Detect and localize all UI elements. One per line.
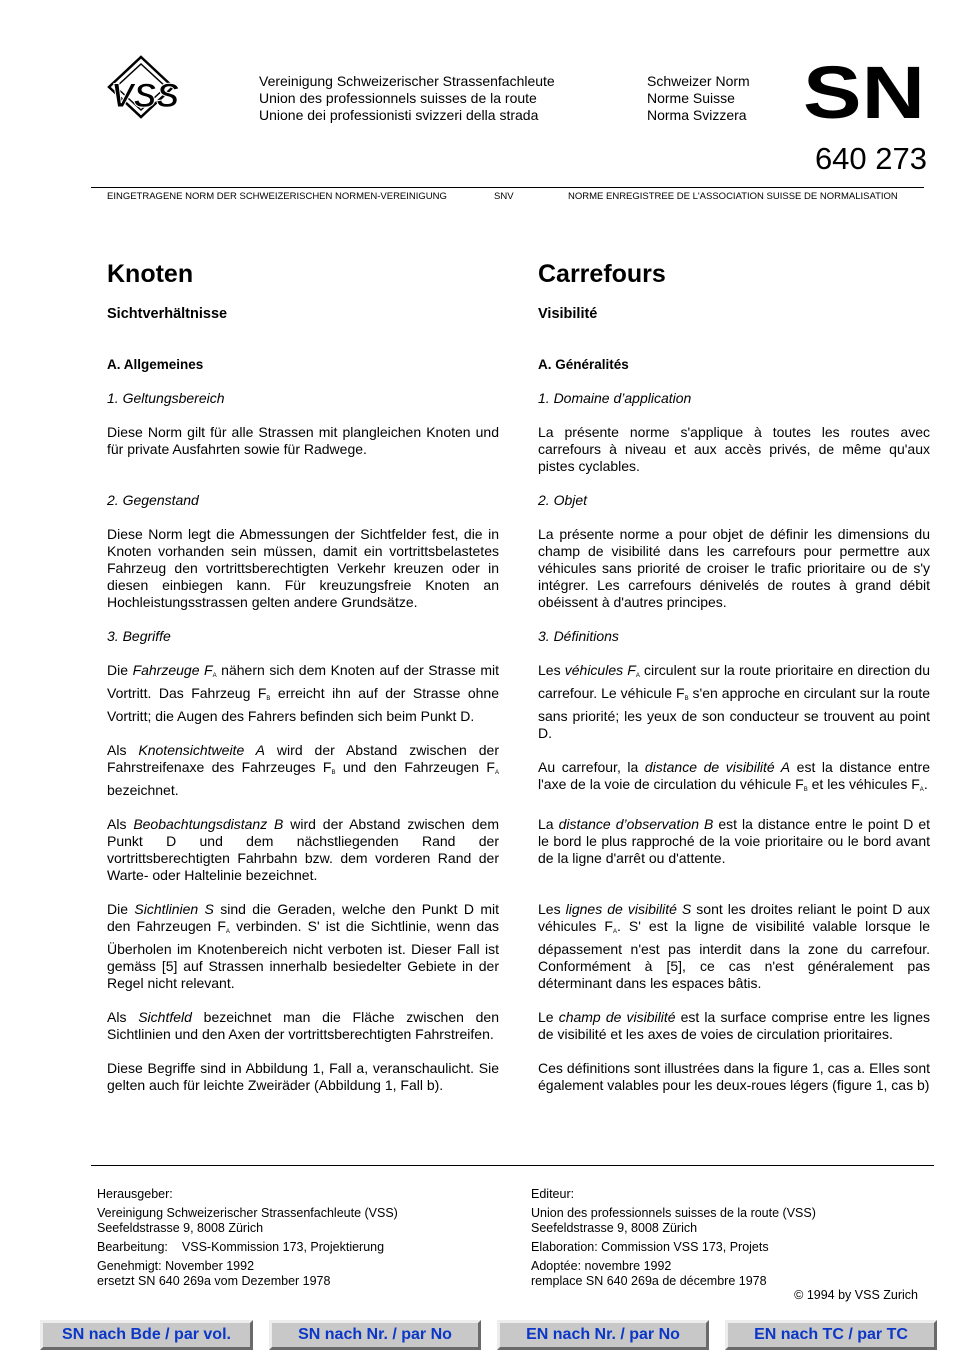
org-de: Vereinigung Schweizerischer Strassenfachleute [259,73,555,89]
def-distance-a-de: Als Knotensichtweite A wird der Abstand zwischen der Fahrstreifenaxe des Fahrzeuges $F_B$ und den Fahrzeugen $F_A$ bezeichnet. [107,742,499,798]
s3-head-de: 3. Begriffe [107,628,171,644]
norm-de: Schweizer Norm [647,73,750,89]
title-de: Knoten [107,260,194,288]
section-a-de: A. Allgemeines [107,357,204,372]
publisher-line2-de: Seefeldstrasse 9, 8008 Zürich [97,1221,264,1235]
publisher-line1-de: Vereinigung Schweizerischer Strassenfachleute (VSS) [97,1206,398,1220]
publisher-line1-fr: Union des professionnels suisses de la route (VSS) [531,1206,816,1220]
publisher-label-de: Herausgeber: [97,1187,173,1201]
org-it: Unione dei professionisti svizzeri della strada [259,107,539,123]
norm-number: 640 273 [814,141,927,176]
snv-label: SNV [494,191,514,202]
def-field-fr: Le champ de visibilité est la surface comprise entre les lignes de visibilité et les axes de voies de circulation prioritaires. [538,1009,930,1042]
en-by-number-button[interactable]: EN nach Nr. / par No [497,1320,709,1350]
vss-logo [103,55,243,121]
sn-by-number-button[interactable]: SN nach Nr. / par No [269,1320,481,1350]
column-fr [538,259,930,1094]
header-rule [91,187,924,188]
subtitle-de: Sichtverhältnisse [107,306,228,322]
s1-body-fr: La présente norme s'applique à toutes les routes avec carrefours à niveau et aux accès privés, de même qu'aux pistes cyclables. [538,424,930,474]
def-sightlines-de: Die Sichtlinien S sind die Geraden, welche den Punkt D mit den Fahrzeugen $F_A$ verbinden. S' ist die Sichtlinie, wenn das Überholen im Knotenbereich nicht verboten ist. Dieser Fall ist gemäss [5] auf Strassen innerhalb besiedelter Gebiete in der Regel nicht relevant. [107,901,499,991]
norm-it: Norma Svizzera [647,107,747,123]
replaces-de: ersetzt SN 640 269a vom Dezember 1978 [97,1274,331,1288]
sn-by-volume-button[interactable]: SN nach Bde / par vol. [40,1320,253,1350]
org-names [259,73,555,124]
sn-logo [803,64,927,124]
replaces-fr: remplace SN 640 269a de décembre 1978 [531,1274,767,1288]
footer-de [97,1187,398,1289]
en-by-tc-button[interactable]: EN nach TC / par TC [725,1320,937,1350]
footer-rule [91,1165,934,1166]
s1-head-fr: 1. Domaine d’application [538,390,692,406]
sn-logo-text: SN [803,64,925,124]
s2-body-fr: La présente norme a pour objet de définir les dimensions du champ de visibilité dans les carrefours pour permettre aux véhicules sans priorité de croiser le trafic prioritaire ou de s'y intégrer. Les carrefours dénivelés de routes à grand débit obéissent à d'autres principes. [538,526,930,610]
def-distance-b-fr: La distance d’observation B est la distance entre le point D et le bord le plus rapproché de la voie prioritaire ou le bord avant de la ligne d'arrêt ou d'attente. [538,816,930,866]
vss-logo-text: VSS [111,77,180,115]
s2-body-de: Diese Norm legt die Abmessungen der Sichtfelder fest, die in Knoten vorhanden sein müssen, damit ein vortrittsbelastetes Fahrzeug den vortrittsberechtigten Verkehr kreuzen oder in diesen einbiegen kann. Für kreuzungsfreie Knoten an Hochleistungsstrassen gelten andere Grundsätze. [107,526,499,610]
def-distance-b-de: Als Beobachtungsdistanz B wird der Abstand zwischen dem Punkt D und dem nächstliegenden Rand der vortrittsberechtigten Fahrbahn bzw. dem vorderen Rand der Warte- oder Haltelinie bezeichnet. [107,816,499,883]
org-fr: Union des professionnels suisses de la route [259,90,537,106]
publisher-line2-fr: Seefeldstrasse 9, 8008 Zürich [531,1221,698,1235]
norm-type [647,73,750,124]
adopted-fr: Adoptée: novembre 1992 [531,1259,672,1273]
copyright: © 1994 by VSS Zurich [794,1288,918,1302]
edit-fr: Elaboration: Commission VSS 173, Projets [531,1240,769,1254]
registered-fr: NORME ENREGISTREE DE L'ASSOCIATION SUISSE DE NORMALISATION [568,191,898,202]
registered-de: EINGETRAGENE NORM DER SCHWEIZERISCHEN NORMEN-VEREINIGUNG [107,191,447,202]
def-note-de: Diese Begriffe sind in Abbildung 1, Fall a, veranschaulicht. Sie gelten auch für leichte Zweiräder (Abbildung 1, Fall b). [107,1060,499,1093]
def-field-de: Als Sichtfeld bezeichnet man die Fläche zwischen den Sichtlinien und den Axen der vortrittsberechtigten Fahrstreifen. [107,1009,499,1042]
approved-de: Genehmigt: November 1992 [97,1259,255,1273]
section-a-fr: A. Généralités [538,357,629,372]
def-vehicles-de: Die Fahrzeuge $F_A$ nähern sich dem Knoten auf der Strasse mit Vortritt. Das Fahrzeug $F_B$ erreicht ihn auf der Strasse ohne Vortritt; die Augen des Fahrers befinden sich beim Punkt D. [107,662,500,724]
norm-fr: Norme Suisse [647,90,735,106]
footer-fr [531,1187,816,1289]
s2-head-fr: 2. Objet [538,492,588,508]
column-de [107,259,499,1094]
s1-body-de: Diese Norm gilt für alle Strassen mit plangleichen Knoten und für private Ausfahrten sowie für Radwege. [107,424,499,457]
def-sightlines-fr: Les lignes de visibilité S sont les droites reliant le point D aux véhicules $F_A$. S' est la ligne de visibilité valable lorsque le dépassement n'est pas interdit dans la zone du carrefour. Conformément à [5], ce cas n'est généralement pas déterminant dans les espaces bâtis. [538,901,931,991]
title-fr: Carrefours [538,260,666,288]
s3-head-fr: 3. Définitions [538,628,619,644]
def-distance-a-fr: Au carrefour, la distance de visibilité A est la distance entre l'axe de la voie de circulation du véhicule $F_B$ et les véhicules $F_A$. [538,759,931,793]
def-vehicles-fr: Les véhicules $F_A$ circulent sur la route prioritaire en direction du carrefour. Le véhicule $F_B$ s'en approche en circulant sur la route sans priorité; les yeux de son conducteur se trouvent au point D. [538,662,931,741]
def-note-fr: Ces définitions sont illustrées dans la figure 1, cas a. Elles sont également valables pour les deux-roues légers (figure 1, cas b) [538,1060,930,1093]
edit-de: Bearbeitung: VSS-Kommission 173, Projektierung [97,1240,385,1254]
publisher-label-fr: Editeur: [531,1187,575,1201]
s2-head-de: 2. Gegenstand [107,492,199,508]
s1-head-de: 1. Geltungsbereich [107,390,225,406]
subtitle-fr: Visibilité [538,306,598,322]
